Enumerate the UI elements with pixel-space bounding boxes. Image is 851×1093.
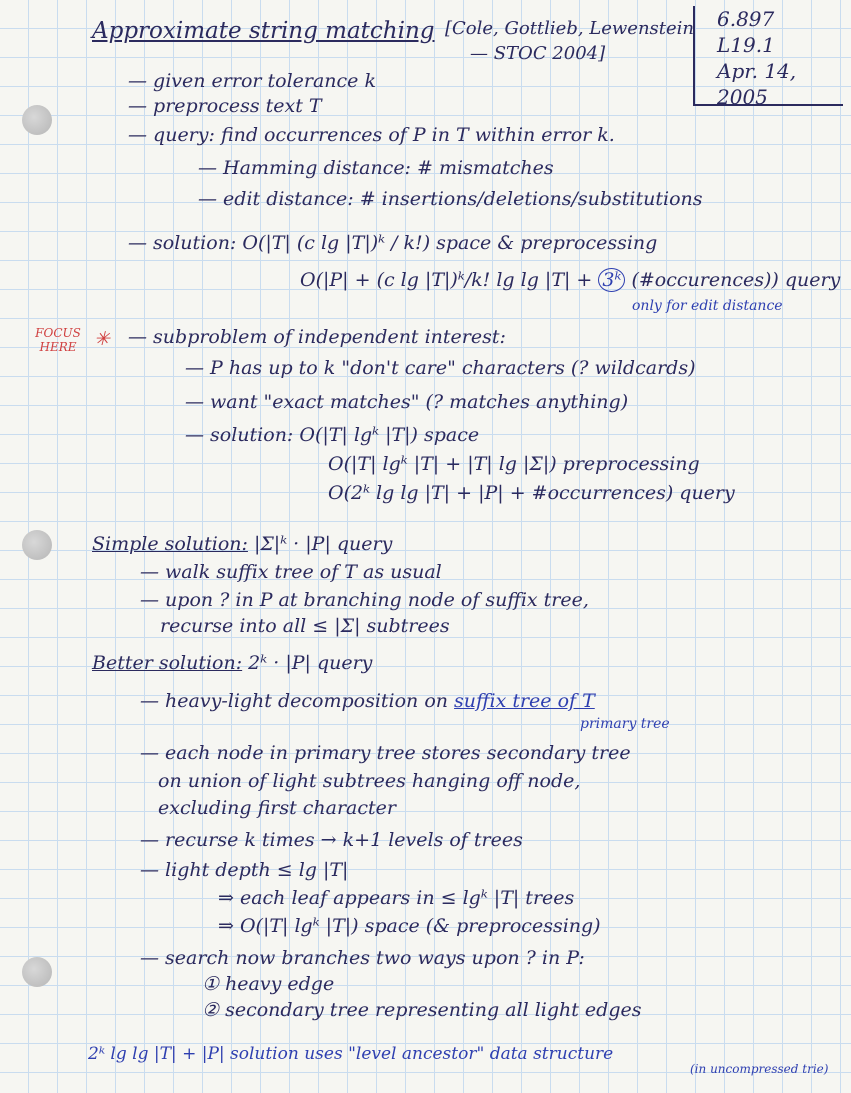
binder-hole-middle — [22, 530, 52, 560]
better-line: excluding first character — [158, 797, 396, 819]
intro-line: — solution: O(|T| (c lg |T|)ᵏ / k!) space & preprocessing — [128, 232, 658, 254]
binder-hole-top — [22, 105, 52, 135]
focus-line: — want "exact matches" (? matches anything) — [185, 391, 629, 413]
intro-line: — edit distance: # insertions/deletions/substitutions — [198, 188, 703, 210]
intro-line: — preprocess text T — [128, 95, 322, 117]
focus-line: — P has up to k "don't care" characters (? wildcards) — [185, 357, 696, 379]
footer-parenthetical: (in uncompressed trie) — [690, 1062, 829, 1076]
simple-heading-label: Simple solution: — [92, 533, 248, 555]
better-heading-label: Better solution: — [92, 652, 243, 674]
citation-line-2: — STOC 2004] — [470, 43, 606, 64]
heavy-light-text: — heavy-light decomposition on — [140, 690, 455, 712]
query-bound — [300, 268, 840, 292]
footer-note: 2ᵏ lg lg |T| + |P| solution uses "level ancestor" data structure — [88, 1044, 614, 1064]
lecture-number: L19.1 — [717, 33, 775, 57]
simple-line: — upon ? in P at branching node of suffix tree, — [140, 589, 589, 611]
intro-line: — query: find occurrences of P in T within error k. — [128, 124, 615, 146]
simple-line: — walk suffix tree of T as usual — [140, 561, 442, 583]
focus-label: FOCUS HERE — [35, 326, 81, 354]
better-line: — light depth ≤ lg |T| — [140, 859, 349, 881]
intro-line: — given error tolerance k — [128, 70, 376, 92]
better-line: ⇒ each leaf appears in ≤ lgᵏ |T| trees — [218, 887, 575, 909]
focus-line: — subproblem of independent interest: — [128, 326, 506, 348]
binder-hole-bottom — [22, 957, 52, 987]
focus-line: O(|T| lgᵏ |T| + |T| lg |Σ|) preprocessing — [328, 453, 700, 475]
better-line: on union of light subtrees hanging off node, — [158, 770, 581, 792]
page-title: Approximate string matching — [92, 18, 435, 44]
focus-star-icon: ✳ — [94, 328, 110, 350]
course-number: 6.897 — [717, 7, 775, 31]
better-line — [140, 690, 595, 712]
better-line: — search now branches two ways upon ? in P: — [140, 947, 585, 969]
better-line: — each node in primary tree stores secondary tree — [140, 742, 631, 764]
intro-line: — Hamming distance: # mismatches — [198, 157, 554, 179]
query-bound-main: O(|P| + (c lg |T|)ᵏ/k! lg lg |T| + — [300, 269, 599, 291]
header-box — [693, 6, 843, 109]
simple-heading — [92, 533, 392, 555]
better-line: ② secondary tree representing all light edges — [202, 999, 642, 1021]
lecture-date: Apr. 14, 2005 — [717, 59, 797, 109]
simple-line: recurse into all ≤ |Σ| subtrees — [160, 615, 450, 637]
citation-line-1: [Cole, Gottlieb, Lewenstein — [445, 18, 695, 39]
better-line: — recurse k times → k+1 levels of trees — [140, 829, 523, 851]
better-heading-bound: 2ᵏ · |P| query — [242, 652, 373, 674]
query-bound-end: (#occurences)) query — [625, 269, 841, 291]
focus-line: — solution: O(|T| lgᵏ |T|) space — [185, 424, 480, 446]
primary-tree-note: primary tree — [580, 716, 670, 732]
simple-heading-bound: |Σ|ᵏ · |P| query — [247, 533, 393, 555]
edit-distance-note: only for edit distance — [632, 298, 783, 314]
suffix-tree-of-t: suffix tree of T — [454, 690, 595, 712]
focus-line: O(2ᵏ lg lg |T| + |P| + #occurrences) query — [328, 482, 735, 504]
three-to-k-circled: 3ᵏ — [598, 268, 625, 292]
better-heading — [92, 652, 372, 674]
better-line: ⇒ O(|T| lgᵏ |T|) space (& preprocessing) — [218, 915, 601, 937]
better-line: ① heavy edge — [202, 973, 335, 995]
